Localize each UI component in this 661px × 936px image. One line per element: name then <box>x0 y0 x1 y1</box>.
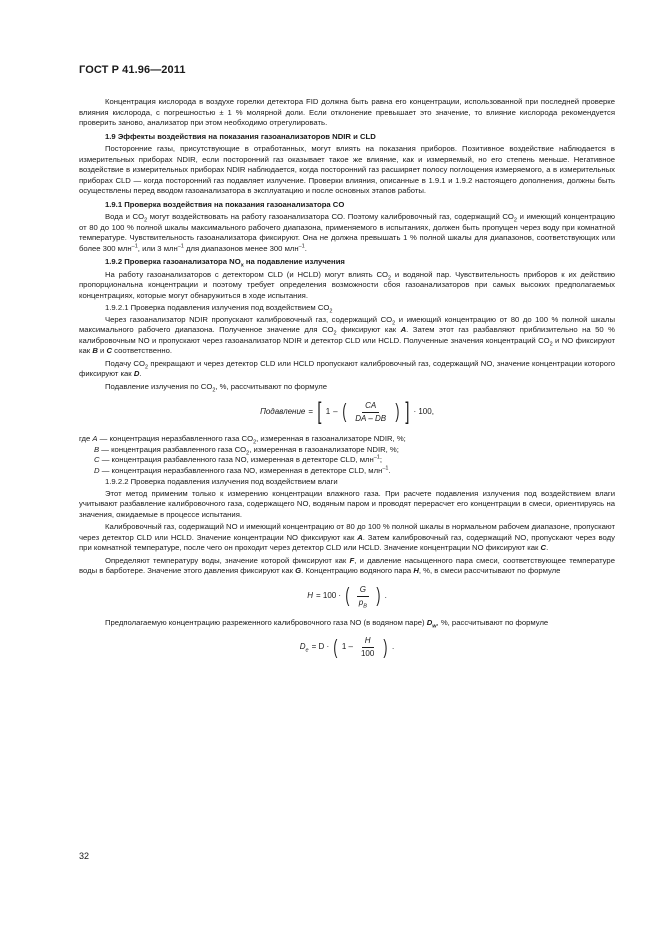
section-1-9-2-title: 1.9.2 Проверка газоанализатора $NO_x$ на подавление излучения <box>105 257 345 269</box>
section-1-9-2-2-title: 1.9.2.2 Проверка подавления излучения под воздействием влаги <box>105 477 338 486</box>
paragraph-1-9-1: Вода и $CO_2$ могут воздействовать на работу газоанализатора CO. Поэтому калибровочный газ, содержащий $CO_2$ и имеющий концентрацию от 80 до 100 % полной шкалы максимального рабочего диапазона, применяемого в испытаниях, должен быть пропущен через воду при комнатной температуре. Чувствительность газоанализатора фиксируют. Она не должна превышать 1 % полной шкалы для диапазонов, соответствующих или более 300 млн$^{-1}$, или 3 млн$^{-1}$ для диапазонов менее 300 млн$^{-1}$. <box>79 212 616 253</box>
paragraph-1-9-2-2-c: Определяют температуру воды, значение которой фиксируют как F, и давление насыщенного пара смеси, соответствующее температуре воды в барботере. Значение этого давления фиксируют как G. Концентрацию водяного пара H, %, в смеси рассчитывают по формуле <box>79 555 615 575</box>
paragraph-1-9-2-1-b: Подачу $CO_2$ прекращают и через детектор CLD или HCLD пропускают калибровочный газ, содержащий NO, значение концентрации которого фиксируют как D. <box>79 358 615 378</box>
legend-d: D — концентрация неразбавленного газа NO, измеренная в детекторе CLD, млн$^{-1}$. <box>94 464 391 475</box>
legend-c: C — концентрация разбавленного газа NO, измеренная в детекторе CLD, млн$^{-1}$; <box>94 454 383 464</box>
paragraph-oxygen: Концентрация кислорода в воздухе горелки детектора FID должна быть равна его концентрации, использованной при последней проверке влияния кислорода, с погрешностью ± 1 % молярной доли. Если отклонение превышает это значение, то влияние кислорода рекомендуется проверить заново, анализатор при этом необходимо отрегулировать. <box>79 97 615 127</box>
formula-quench-co2: Подавление = [ 1 – ( $\frac{CA}{DA - DB}$ ) ] · 100, <box>260 398 434 425</box>
paragraph-1-9-2: На работу газоанализаторов с детектором CLD (и HCLD) могут влиять $CO_2$ и водяной пар. Чувствительность приборов к их действию пропорциональна концентрации и поэтому требует определения возможности сбоя газоанализаторов при самых высоких предполагаемых концентрациях, которые могут обнаружиться в ходе испытания. <box>79 269 616 300</box>
legend-a: где A — концентрация неразбавленного газа $CO_2$, измеренная в газоанализаторе NDIR, %; <box>79 434 406 446</box>
paragraph-1-9-2-2-b: Калибровочный газ, содержащий NO и имеющий концентрацию от 80 до 100 % полной шкалы в нормальном рабочем диапазоне, пропускают через детектор CLD или HCLD. Значение концентрации NO фиксируют как A. Затем калибровочный газ, содержащий NO, пропускают через воду при комнатной температуре, после чего он проходит через детектор CLD или HCLD. Значение концентрации NO фиксируют как C. <box>79 522 615 552</box>
formula-water-vapour: H = 100 · ( $\frac{G}{p_B}$ ) . <box>307 584 387 610</box>
paragraph-1-9-2-2-a: Этот метод применим только к измерению концентрации влажного газа. При расчете подавления излучения под воздействием влаги учитывают разбавление калибровочного газа, содержащего NO, водяным паром и проводят перерасчет его концентрации в смеси, ориентируясь на значения, ожидаемые в процессе испытания. <box>79 488 615 519</box>
section-1-9-1-title: 1.9.1 Проверка воздействия на показания газоанализатора CO <box>105 199 345 209</box>
page-header: ГОСТ Р 41.96—2011 <box>79 64 186 76</box>
page-content <box>79 97 615 669</box>
paragraph-1-9: Посторонние газы, присутствующие в отработанных, могут влиять на показания приборов. Позитивное воздействие наблюдается в измерительных приборах NDIR, если посторонний газ оказывает такое же влияние, как и измеряемый, но его степень меньше. Негативное воздействие в измерительных приборах NDIR наблюдается, когда посторонний газ расширяет полосу поглощения измеряемого, а в измерительных приборах CLD — когда посторонний газ подавляет излучение. Проверки влияния, описанные в 1.9.1 и 1.9.2 настоящего дополнения, должны быть осуществлены перед вводом газоанализатора в эксплуатацию и после основных этапов работы. <box>79 144 615 195</box>
paragraph-1-9-2-2-d: Предполагаемую концентрацию разреженного калибровочного газа NO (в водяном паре) $D_w$, %, рассчитывают по формуле <box>105 617 549 630</box>
section-1-9-title: 1.9 Эффекты воздействия на показания газоанализаторов NDIR и CLD <box>105 131 376 141</box>
legend-b: B — концентрация разбавленного газа $CO_2$, измеренная в газоанализаторе NDIR, %; <box>94 444 399 457</box>
formula-diluted-no: $D_e$ = D · ( 1 – $\frac{H}{100}$ ) . <box>299 636 395 659</box>
paragraph-1-9-2-1-c: Подавление излучения по $CO_2$, %, рассчитывают по формуле <box>105 381 328 394</box>
paragraph-1-9-2-1-a: Через газоанализатор NDIR пропускают калибровочный газ, содержащий $CO_2$ и имеющий концентрацию от 80 до 100 % полной шкалы максимального рабочего диапазона. Полученное значение для $CO_2$ фиксируют как A. Затем этот газ разбавляют приблизительно на 50 % калибровочным NO и пропускают через газоанализатор NDIR и детектор CLD или HCLD. Полученные значения концентраций $CO_2$ и NO фиксируют как B и C соответственно. <box>79 314 615 355</box>
page-number: 32 <box>79 851 90 861</box>
section-1-9-2-1-title: 1.9.2.1 Проверка подавления излучения под воздействием $CO_2$ <box>105 303 333 315</box>
